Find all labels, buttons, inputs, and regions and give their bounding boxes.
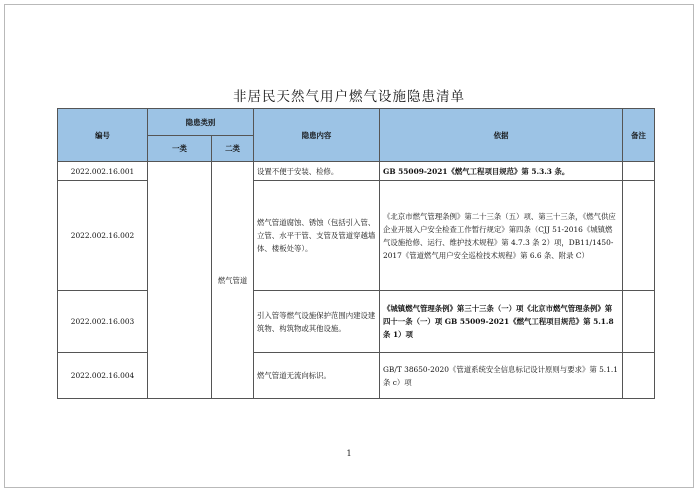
row-remark [623,181,655,291]
header-basis: 依据 [380,109,623,162]
row-level1-cell [148,162,212,399]
row-code: 2022.002.16.004 [58,353,148,399]
table-row [58,353,655,399]
row-content: 引入管等燃气设施保护范围内建设建筑物、构筑物或其他设施。 [254,291,380,353]
row-content: 燃气管道腐蚀、锈蚀（包括引入管、立管、水平干管、支管及管道穿越墙体、楼板处等）。 [254,181,380,291]
row-content: 设置不便于安装、检修。 [254,162,380,181]
header-remark: 备注 [623,109,655,162]
row-level2-cell: 燃气管道 [212,162,254,399]
table-row [58,291,655,353]
table-row [58,162,655,181]
header-row [58,109,655,136]
row-code: 2022.002.16.002 [58,181,148,291]
hazard-table [57,108,655,399]
row-basis: GB/T 38650-2020《管道系统安全信息标记设计原则与要求》第 5.1.1 条 c）项 [380,353,623,399]
row-content: 燃气管道无流向标识。 [254,353,380,399]
header-code: 编号 [58,109,148,162]
document-page [4,4,694,488]
row-basis: 《北京市燃气管理条例》第二十三条（五）项、第三十三条，《燃气供应企业开展入户安全检查工作暂行规定》第四条（CJJ 51-2016《城镇燃气设施抢修、运行、维护技术规程》第 4.7.3 条 2）项，DB11/1450-2017《管道燃气用户安全巡检技术规程》第 6.6 条、附录 C） [380,181,623,291]
row-basis: GB 55009-2021《燃气工程项目规范》第 5.3.3 条。 [380,162,623,181]
header-content: 隐患内容 [254,109,380,162]
header-level2: 二类 [212,136,254,162]
page-number: 1 [346,449,352,458]
row-basis: 《城镇燃气管理条例》第三十三条（一）项《北京市燃气管理条例》第四十一条（一）项 GB 55009-2021《燃气工程项目规范》第 5.1.8 条 1）项 [380,291,623,353]
row-code: 2022.002.16.003 [58,291,148,353]
header-category: 隐患类别 [148,109,254,136]
table-row [58,181,655,291]
row-remark [623,291,655,353]
row-remark [623,162,655,181]
header-level1: 一类 [148,136,212,162]
document-title: 非居民天然气用户燃气设施隐患清单 [233,89,465,105]
row-remark [623,353,655,399]
row-code: 2022.002.16.001 [58,162,148,181]
